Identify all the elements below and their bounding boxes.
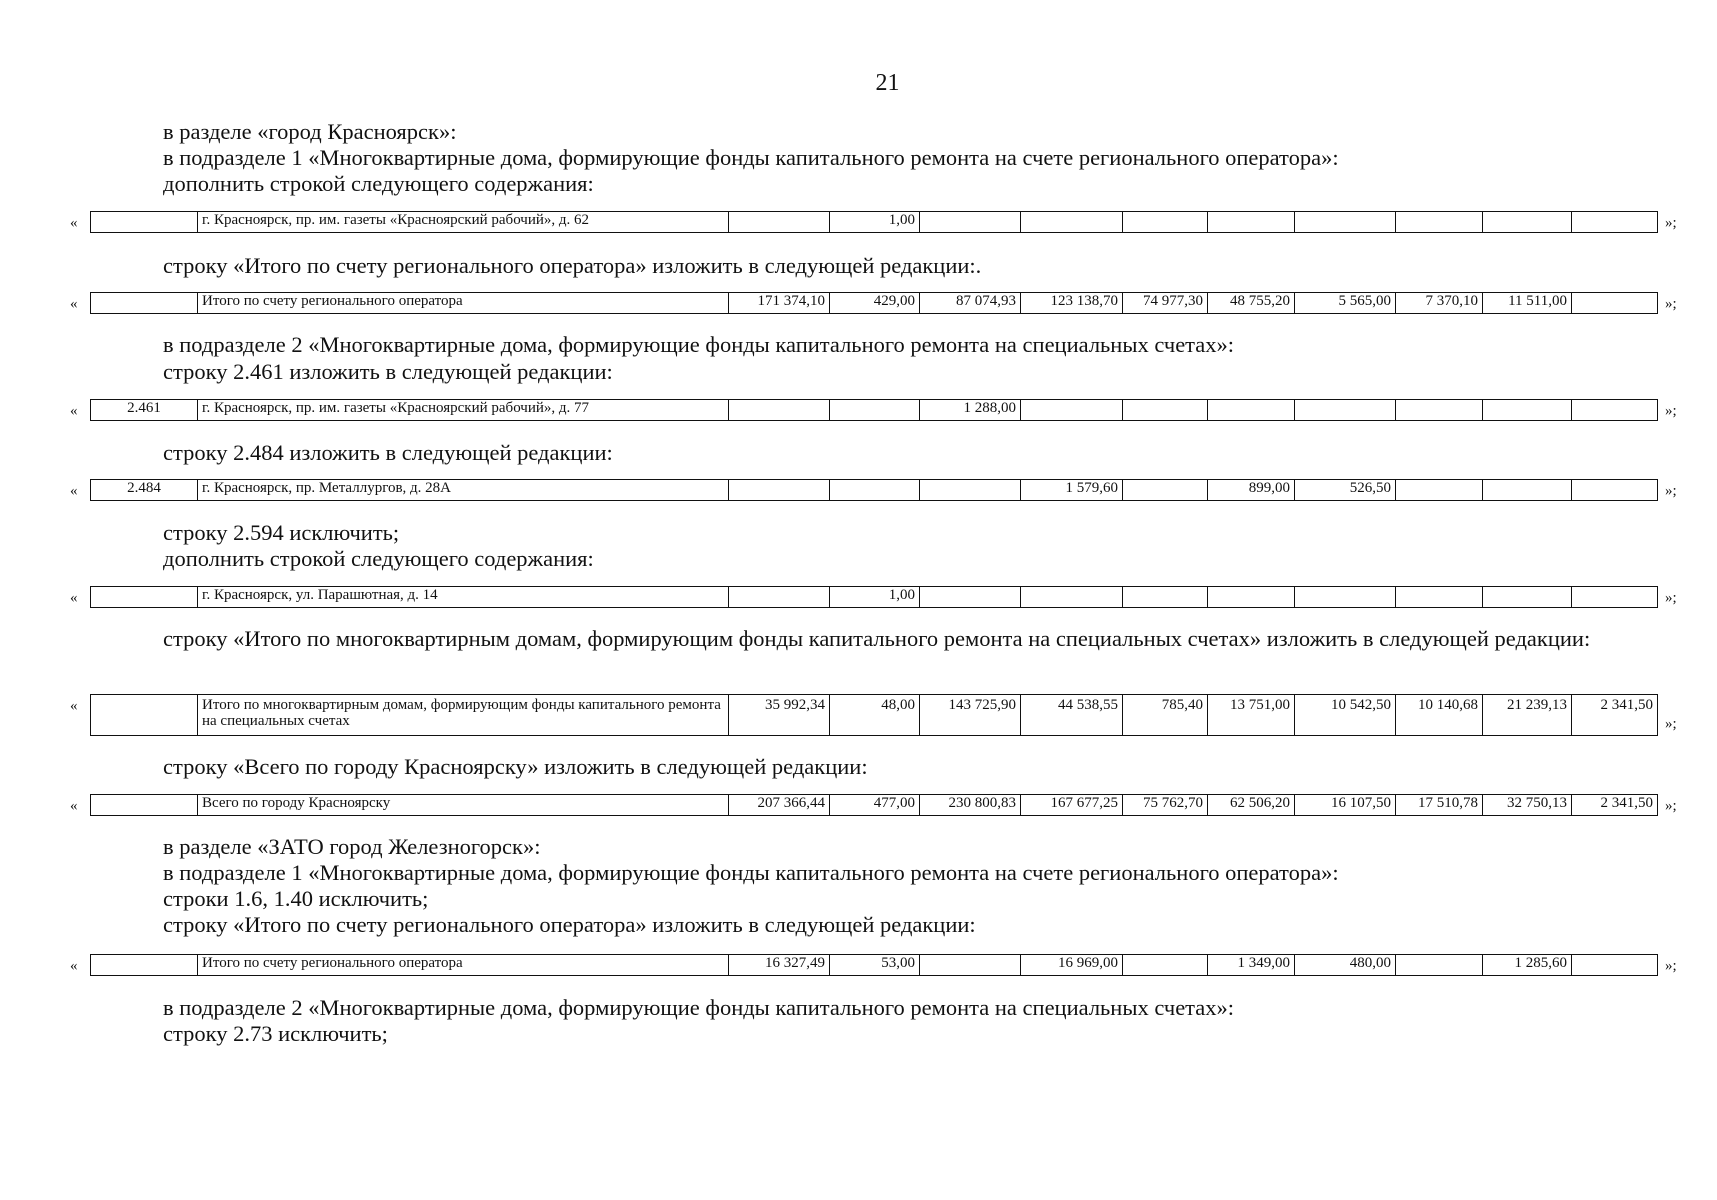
row-number-cell [91, 795, 198, 816]
value-cell [1123, 212, 1208, 233]
quote-open: « [70, 296, 78, 312]
quote-close: »; [1665, 215, 1677, 231]
row-table [90, 794, 1658, 816]
value-cell [1295, 587, 1396, 608]
quote-close: »; [1665, 716, 1677, 732]
value-cell: 16 327,49 [729, 955, 830, 976]
row-number-cell [91, 587, 198, 608]
instruction-text: строку «Итого по счету регионального оператора» изложить в следующей редакции:. [163, 253, 982, 278]
page-number: 21 [875, 70, 900, 96]
value-cell: 207 366,44 [729, 795, 830, 816]
value-cell: 7 370,10 [1396, 293, 1483, 314]
value-cell [1208, 212, 1295, 233]
value-cell [1572, 212, 1658, 233]
instruction-text: строку 2.484 изложить в следующей редакции: [163, 440, 613, 465]
value-cell [1572, 587, 1658, 608]
value-cell: 899,00 [1208, 480, 1295, 501]
table-row [70, 479, 1677, 501]
value-cell [1572, 400, 1658, 421]
value-cell: 13 751,00 [1208, 695, 1295, 736]
row-number-cell [91, 695, 198, 736]
value-cell [1396, 212, 1483, 233]
subsection-heading: в подразделе 1 «Многоквартирные дома, формирующие фонды капитального ремонта на счете регионального оператора»: [163, 860, 1339, 885]
instruction-text: строки 1.6, 1.40 исключить; [163, 886, 429, 911]
row-table [90, 954, 1658, 976]
value-cell [1483, 212, 1572, 233]
instruction-text: строку 2.594 исключить; [163, 520, 400, 545]
value-cell: 230 800,83 [920, 795, 1021, 816]
value-cell: 429,00 [830, 293, 920, 314]
instruction-text: строку «Итого по счету регионального оператора» изложить в следующей редакции: [163, 912, 976, 937]
table-row [70, 399, 1677, 421]
value-cell: 1 288,00 [920, 400, 1021, 421]
value-cell: 21 239,13 [1483, 695, 1572, 736]
value-cell [1208, 400, 1295, 421]
value-cell: 35 992,34 [729, 695, 830, 736]
address-cell: г. Красноярск, ул. Парашютная, д. 14 [198, 587, 729, 608]
quote-close: »; [1665, 403, 1677, 419]
value-cell [1396, 400, 1483, 421]
value-cell: 1,00 [830, 212, 920, 233]
instruction-text: строку «Итого по многоквартирным домам, формирующим фонды капитального ремонта на специальных счетах» изложить в следующей редакции: [163, 626, 1591, 651]
value-cell: 11 511,00 [1483, 293, 1572, 314]
row-number-cell [91, 212, 198, 233]
quote-close: »; [1665, 958, 1677, 974]
value-cell: 48 755,20 [1208, 293, 1295, 314]
row-table [90, 399, 1658, 421]
address-cell: Итого по счету регионального оператора [198, 293, 729, 314]
subsection-heading: в подразделе 2 «Многоквартирные дома, формирующие фонды капитального ремонта на специальных счетах»: [163, 332, 1235, 357]
subsection-heading: в подразделе 1 «Многоквартирные дома, формирующие фонды капитального ремонта на счете регионального оператора»: [163, 145, 1339, 170]
value-cell: 171 374,10 [729, 293, 830, 314]
value-cell [1295, 400, 1396, 421]
row-table [90, 479, 1658, 501]
value-cell [830, 480, 920, 501]
quote-open: « [70, 798, 78, 814]
value-cell [1021, 212, 1123, 233]
value-cell: 87 074,93 [920, 293, 1021, 314]
address-cell: Всего по городу Красноярску [198, 795, 729, 816]
value-cell: 75 762,70 [1123, 795, 1208, 816]
row-table [90, 211, 1658, 233]
row-number-cell [91, 955, 198, 976]
value-cell: 10 542,50 [1295, 695, 1396, 736]
table-row [70, 586, 1677, 608]
value-cell: 44 538,55 [1021, 695, 1123, 736]
value-cell [1572, 955, 1658, 976]
value-cell [729, 400, 830, 421]
value-cell [1396, 587, 1483, 608]
value-cell [1021, 400, 1123, 421]
value-cell: 1 285,60 [1483, 955, 1572, 976]
instruction-text: дополнить строкой следующего содержания: [163, 171, 594, 196]
value-cell [830, 400, 920, 421]
quote-open: « [70, 483, 78, 499]
value-cell [729, 587, 830, 608]
quote-open: « [70, 403, 78, 419]
value-cell [1572, 480, 1658, 501]
address-cell: Итого по счету регионального оператора [198, 955, 729, 976]
quote-close: »; [1665, 590, 1677, 606]
row-table [90, 694, 1658, 736]
value-cell [1396, 955, 1483, 976]
subsection-heading: в подразделе 2 «Многоквартирные дома, формирующие фонды капитального ремонта на специальных счетах»: [163, 995, 1235, 1020]
value-cell: 480,00 [1295, 955, 1396, 976]
value-cell [1483, 480, 1572, 501]
value-cell [729, 212, 830, 233]
value-cell: 1 349,00 [1208, 955, 1295, 976]
quote-close: »; [1665, 296, 1677, 312]
table-row [70, 211, 1677, 233]
row-number-cell: 2.461 [91, 400, 198, 421]
value-cell [1483, 400, 1572, 421]
value-cell: 1 579,60 [1021, 480, 1123, 501]
quote-close: »; [1665, 798, 1677, 814]
row-number-cell [91, 293, 198, 314]
table-row [70, 794, 1677, 816]
quote-close: »; [1665, 483, 1677, 499]
value-cell: 2 341,50 [1572, 795, 1658, 816]
value-cell: 32 750,13 [1483, 795, 1572, 816]
value-cell: 167 677,25 [1021, 795, 1123, 816]
value-cell [1483, 587, 1572, 608]
address-cell: г. Красноярск, пр. им. газеты «Красноярский рабочий», д. 77 [198, 400, 729, 421]
table-row [70, 694, 1677, 736]
value-cell: 2 341,50 [1572, 695, 1658, 736]
instruction-text: строку «Всего по городу Красноярску» изложить в следующей редакции: [163, 754, 868, 779]
value-cell: 10 140,68 [1396, 695, 1483, 736]
value-cell: 62 506,20 [1208, 795, 1295, 816]
value-cell: 1,00 [830, 587, 920, 608]
quote-open: « [70, 958, 78, 974]
instruction-text: дополнить строкой следующего содержания: [163, 546, 594, 571]
value-cell [1208, 587, 1295, 608]
value-cell: 526,50 [1295, 480, 1396, 501]
value-cell: 17 510,78 [1396, 795, 1483, 816]
value-cell [920, 587, 1021, 608]
value-cell [1396, 480, 1483, 501]
value-cell [1123, 480, 1208, 501]
section-heading: в разделе «город Красноярск»: [163, 119, 457, 144]
section-heading: в разделе «ЗАТО город Железногорск»: [163, 834, 541, 859]
value-cell [729, 480, 830, 501]
address-cell: Итого по многоквартирным домам, формирующим фонды капитального ремонта на специальных счетах [198, 695, 729, 736]
row-table [90, 292, 1658, 314]
quote-open: « [70, 590, 78, 606]
value-cell [1123, 400, 1208, 421]
value-cell: 16 107,50 [1295, 795, 1396, 816]
value-cell: 143 725,90 [920, 695, 1021, 736]
value-cell: 53,00 [830, 955, 920, 976]
row-table [90, 586, 1658, 608]
value-cell [920, 212, 1021, 233]
value-cell: 16 969,00 [1021, 955, 1123, 976]
instruction-text: строку 2.73 исключить; [163, 1021, 388, 1046]
table-row [70, 292, 1677, 314]
value-cell [920, 955, 1021, 976]
value-cell: 785,40 [1123, 695, 1208, 736]
value-cell: 74 977,30 [1123, 293, 1208, 314]
instruction-text: строку 2.461 изложить в следующей редакции: [163, 359, 613, 384]
value-cell [1295, 212, 1396, 233]
table-row [70, 954, 1677, 976]
value-cell [1021, 587, 1123, 608]
value-cell: 48,00 [830, 695, 920, 736]
value-cell [1123, 955, 1208, 976]
quote-open: « [70, 698, 78, 714]
row-number-cell: 2.484 [91, 480, 198, 501]
value-cell [1123, 587, 1208, 608]
value-cell: 5 565,00 [1295, 293, 1396, 314]
value-cell [1572, 293, 1658, 314]
value-cell: 477,00 [830, 795, 920, 816]
value-cell [920, 480, 1021, 501]
address-cell: г. Красноярск, пр. им. газеты «Красноярский рабочий», д. 62 [198, 212, 729, 233]
address-cell: г. Красноярск, пр. Металлургов, д. 28А [198, 480, 729, 501]
quote-open: « [70, 215, 78, 231]
value-cell: 123 138,70 [1021, 293, 1123, 314]
